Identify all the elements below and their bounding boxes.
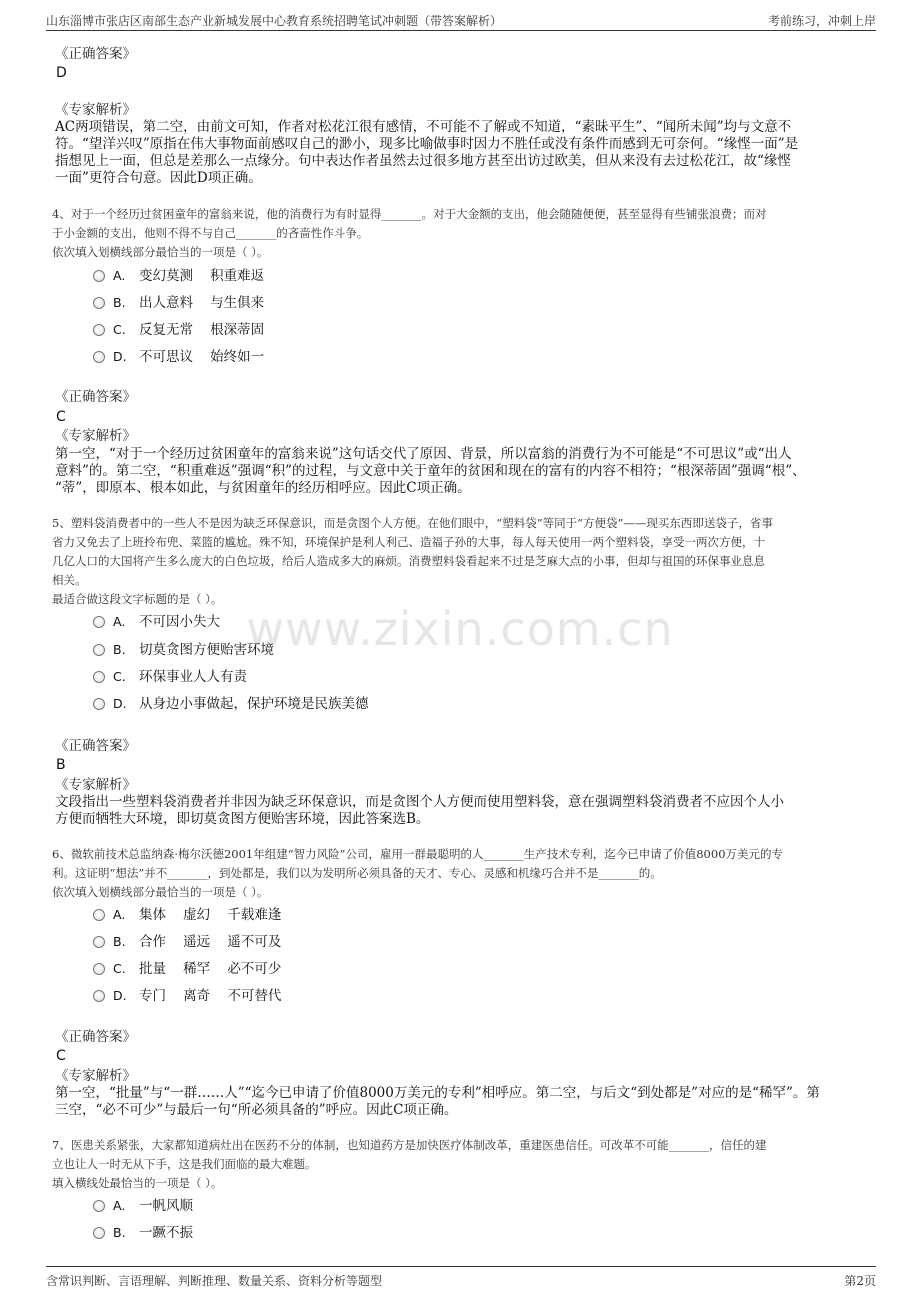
analysis-label: 《专家解析》	[55, 102, 136, 118]
radio-icon[interactable]	[93, 963, 105, 975]
option-c[interactable]: C. 批量 稀罕 必不可少	[93, 959, 281, 979]
option-d[interactable]: D. 不可思议 始终如一	[93, 347, 264, 367]
analysis-label: 《专家解析》	[55, 777, 136, 793]
analysis-text: AC两项错误，第二空，由前文可知，作者对松花江很有感情，不可能不了解或不知道，“素昧平生”、“闻所未闻”均与文意不 符。“望洋兴叹”原指在伟大事物面前感叹自己的渺小，现多比喻做事时因力不胜任或没有条件而感到无可奈何。“缘悭一面”是 指想见上一面，但总是差那么一点缘分。句中表达作者虽然去过很多地方甚至出访过欧美，但从来没有去过松花江，故“缘悭 一面”更符合句意。因此D项正确。	[55, 119, 799, 186]
analysis-label: 《专家解析》	[55, 1068, 136, 1084]
header-slogan: 考前练习，冲刺上岸	[767, 14, 876, 28]
analysis-text: 第一空，“对于一个经历过贫困童年的富翁来说”这句话交代了原因、背景，所以富翁的消费行为不可能是“不可思议”或“出人 意料”的。第二空，“积重难返”强调“积”的过程，与文意中关于童年的贫困和现在的富有的内容不相符；“根深蒂固”强调“根”、 “蒂”，即原本、根本如此，与贫困童年的经历相呼应。因此C项正确。	[55, 446, 806, 496]
radio-icon[interactable]	[93, 324, 105, 336]
radio-icon[interactable]	[93, 990, 105, 1002]
radio-icon[interactable]	[93, 270, 105, 282]
question-stem: 4、对于一个经历过贫困童年的富翁来说，他的消费行为有时显得_______。对于大金额的支出，他会随随便便，甚至显得有些铺张浪费；而对 于小金额的支出，他则不得不与自己_______的吝啬性作斗争。 依次填入划横线部分最恰当的一项是（ ）。	[52, 207, 767, 259]
answer-value: D	[56, 65, 67, 81]
option-a[interactable]: A. 集体 虚幻 千载难逢	[93, 905, 281, 925]
question-stem: 6、微软前技术总监纳森·梅尔沃德2001年组建“智力风险”公司，雇用一群最聪明的人_______生产技术专利，迄今已申请了价值8000万美元的专 利。这证明“想法”并不_______，到处都是，我们以为发明所必须具备的天才、专心、灵感和机缘巧合并不是_______的。 依次填入划横线部分最恰当的一项是（ ）。	[52, 847, 784, 899]
analysis-label: 《专家解析》	[55, 428, 136, 444]
analysis-text: 文段指出一些塑料袋消费者并非因为缺乏环保意识，而是贪图个人方便而使用塑料袋，意在强调塑料袋消费者不应因个人小 方便而牺牲大环境，即切莫贪图方便贻害环境，因此答案选B。	[55, 794, 784, 827]
radio-icon[interactable]	[93, 644, 105, 656]
option-b[interactable]: B. 合作 遥远 遥不可及	[93, 932, 281, 952]
watermark: www.zixin.com.cn	[246, 602, 674, 656]
option-c[interactable]: C. 反复无常 根深蒂固	[93, 320, 264, 340]
option-b[interactable]: B. 一蹶不振	[93, 1223, 193, 1243]
option-c[interactable]: C. 环保事业人人有责	[93, 667, 247, 687]
answer-value: C	[56, 409, 66, 425]
option-b[interactable]: B. 出人意料 与生俱来	[93, 293, 264, 313]
document-title: 山东淄博市张店区南部生态产业新城发展中心教育系统招聘笔试冲刺题（带答案解析）	[46, 14, 503, 28]
radio-icon[interactable]	[93, 698, 105, 710]
radio-icon[interactable]	[93, 616, 105, 628]
page-header	[46, 10, 876, 31]
option-b[interactable]: B. 切莫贪图方便贻害环境	[93, 640, 274, 660]
answer-label: 《正确答案》	[55, 389, 136, 405]
question-stem: 5、塑料袋消费者中的一些人不是因为缺乏环保意识，而是贪图个人方便。在他们眼中，“塑料袋”等同于“方便袋”——现买东西即送袋子，省事 省力又免去了上班拎布兜、菜篮的尴尬。殊不知，环境保护是利人利己、造福子孙的大事，每人每天使用一两个塑料袋，享受一两次方便，十 几亿人口的大国将产生多么庞大的白色垃圾，给后人造成多大的麻烦。消费塑料袋看起来不过是芝麻大点的小事，但却与祖国的环保事业息息 相关。 最适合做这段文字标题的是（ ）。	[52, 516, 773, 606]
radio-icon[interactable]	[93, 671, 105, 683]
footer-note: 含常识判断、言语理解、判断推理、数量关系、资料分析等题型	[46, 1274, 383, 1288]
radio-icon[interactable]	[93, 909, 105, 921]
page-footer	[46, 1266, 876, 1291]
answer-value: C	[56, 1048, 66, 1064]
answer-label: 《正确答案》	[55, 1029, 136, 1045]
option-a[interactable]: A. 一帆风顺	[93, 1196, 193, 1216]
question-stem: 7、医患关系紧张，大家都知道病灶出在医药不分的体制，也知道药方是加快医疗体制改革，重建医患信任。可改革不可能_______，信任的建 立也让人一时无从下手，这是我们面临的最大难题。 填入横线处最恰当的一项是（ ）。	[52, 1138, 767, 1190]
option-d[interactable]: D. 从身边小事做起，保护环境是民族美德	[93, 694, 369, 714]
radio-icon[interactable]	[93, 936, 105, 948]
radio-icon[interactable]	[93, 1200, 105, 1212]
option-a[interactable]: A. 不可因小失大	[93, 612, 220, 632]
radio-icon[interactable]	[93, 351, 105, 363]
answer-label: 《正确答案》	[55, 46, 136, 62]
radio-icon[interactable]	[93, 297, 105, 309]
analysis-text: 第一空，“批量”与“一群……人”“迄今已申请了价值8000万美元的专利”相呼应。第二空，与后文“到处都是”对应的是“稀罕”。第 三空，“必不可少”与最后一句“所必须具备的”呼应。因此C项正确。	[55, 1085, 820, 1118]
answer-label: 《正确答案》	[55, 738, 136, 754]
answer-value: B	[56, 757, 66, 773]
option-d[interactable]: D. 专门 离奇 不可替代	[93, 986, 281, 1006]
option-a[interactable]: A. 变幻莫测 积重难返	[93, 266, 264, 286]
page-number: 第2页	[844, 1274, 876, 1288]
radio-icon[interactable]	[93, 1227, 105, 1239]
